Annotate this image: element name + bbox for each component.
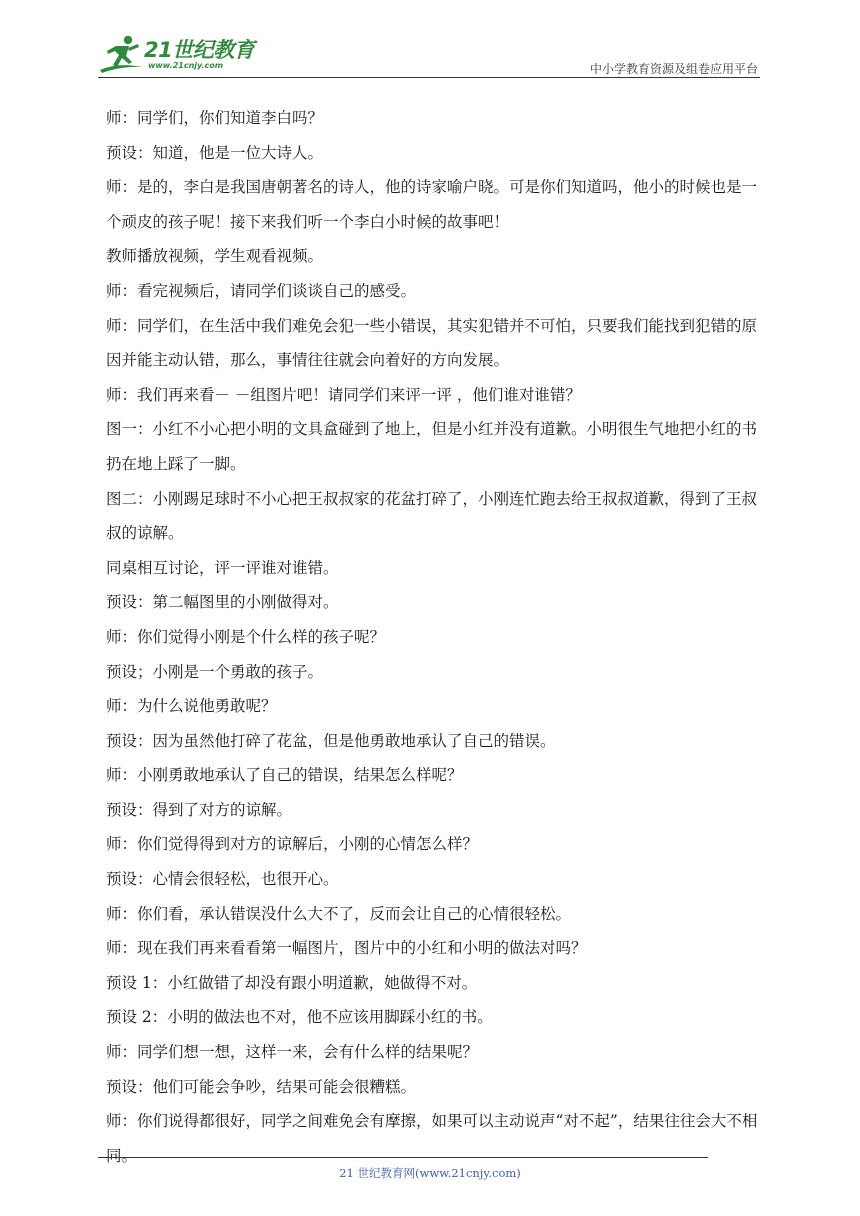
paragraph: 师：同学们想一想，这样一来，会有什么样的结果呢？ [106,1043,479,1062]
paragraph: 师：看完视频后，请同学们谈谈自己的感受。 [106,281,417,300]
page-footer[interactable]: 21 世纪教育网(www.21cnjy.com) [339,1166,521,1180]
paragraph: 师：你们看，承认错误没什么大不了，反而会让自己的心情很轻松。 [106,904,572,923]
page-header [98,30,760,80]
paragraph: 预设：得到了对方的谅解。 [106,800,293,819]
logo-url: www.21cnjy.com [148,61,224,70]
paragraph: 预设：第二幅图里的小刚做得对。 [106,593,339,612]
paragraph: 师：同学们，在生活中我们难免会犯一些小错误，其实犯错并不可怕，只要我们能找到犯错的原因并能主动认错，那么，事情往往就会向着好的方向发展。 [106,316,758,370]
paragraph: 预设；小刚是一个勇敢的孩子。 [106,662,324,681]
paragraph: 师：你们说得都很好，同学之间难免会有摩擦，如果可以主动说声“对不起”，结果往往会大不相同。 [106,1112,758,1165]
runner-logo-icon [98,34,144,76]
footer-divider [98,1157,708,1158]
paragraph: 预设：心情会很轻松，也很开心。 [106,870,339,889]
paragraph: 教师播放视频，学生观看视频。 [106,247,324,266]
paragraph: 师：现在我们再来看看第一幅图片，图片中的小红和小明的做法对吗？ [106,939,587,958]
header-divider [98,77,760,78]
paragraph: 预设：因为虽然他打碎了花盆，但是他勇敢地承认了自己的错误。 [106,731,556,750]
paragraph: 师：小刚勇敢地承认了自己的错误，结果怎么样呢？ [106,766,463,785]
paragraph: 师：同学们，你们知道李白吗？ [106,109,324,127]
paragraph: 预设：知道，他是一位大诗人。 [106,143,324,162]
paragraph: 预设 1：小红做错了却没有跟小明道歉，她做得不对。 [106,973,478,992]
document-body [106,101,762,1173]
paragraph: 师：你们觉得得到对方的谅解后，小刚的心情怎么样？ [106,835,479,854]
paragraph: 师：我们再来看－ －组图片吧！请同学们来评一评 ，他们谁对谁错？ [106,385,581,404]
paragraph: 图二：小刚踢足球时不小心把王叔叔家的花盆打碎了，小刚连忙跑去给王叔叔道歉，得到了王叔叔的谅解。 [106,489,758,543]
paragraph: 预设：他们可能会争吵，结果可能会很糟糕。 [106,1077,417,1096]
paragraph: 师：为什么说他勇敢呢？ [106,697,277,716]
paragraph: 图一：小红不小心把小明的文具盒碰到了地上，但是小红并没有道歉。小明很生气地把小红的书扔在地上踩了一脚。 [106,420,758,473]
paragraph: 同桌相互讨论，评一评谁对谁错。 [106,558,339,577]
paragraph: 预设 2：小明的做法也不对，他不应该用脚踩小红的书。 [106,1008,493,1027]
site-logo[interactable] [98,30,268,78]
paragraph: 师：是的，李白是我国唐朝著名的诗人，他的诗家喻户晓。可是你们知道吗，他小的时候也是一个顽皮的孩子呢！接下来我们听一个李白小时候的故事吧！ [106,178,758,231]
logo-text: 21世纪教育 [144,38,255,62]
paragraph: 师：你们觉得小刚是个什么样的孩子呢？ [106,627,386,646]
platform-title: 中小学教育资源及组卷应用平台 [589,62,758,76]
